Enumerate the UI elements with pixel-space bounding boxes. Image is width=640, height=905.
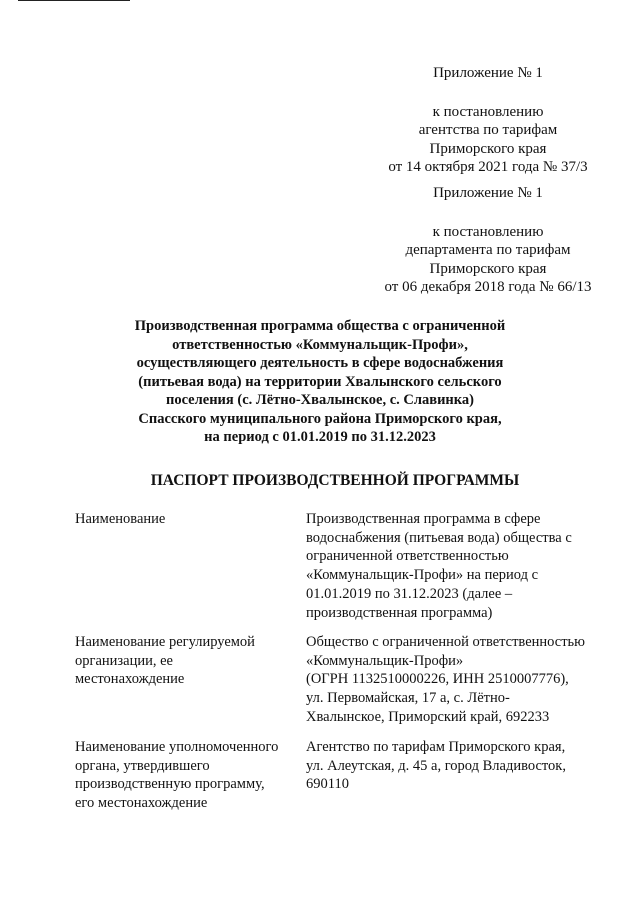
appendix-number: Приложение № 1 (433, 185, 543, 201)
value-line: водоснабжения (питьевая вода) общества с (306, 529, 572, 546)
row-value (306, 510, 606, 622)
label-line: производственную программу, (75, 776, 265, 793)
title-line: поселения (с. Лётно-Хвалынское, с. Славинка) (165, 392, 475, 408)
value-line: «Коммунальщик-Профи» на период с (306, 567, 539, 584)
appendix-block-agency (368, 64, 608, 177)
appendix-line: к постановлению (432, 223, 544, 240)
label-line: органа, утвердившего (75, 757, 210, 774)
appendix-line: агентства по тарифам (418, 122, 558, 138)
row-label (75, 633, 305, 689)
appendix-block-department (362, 184, 614, 297)
title-line: (питьевая вода) на территории Хвалынского сельского (138, 373, 502, 390)
appendix-line: от 06 декабря 2018 года № 66/13 (384, 279, 592, 295)
label-line: его местонахождение (75, 795, 208, 812)
value-line: производственная программа) (306, 604, 493, 621)
row-label (75, 738, 305, 813)
passport-heading: ПАСПОРТ ПРОИЗВОДСТВЕННОЙ ПРОГРАММЫ (150, 472, 520, 489)
scan-edge-line (18, 0, 130, 1)
appendix-line: Приморского края (429, 140, 547, 157)
row-value (306, 738, 606, 794)
label-line: Наименование (75, 511, 166, 527)
label-line: местонахождение (75, 671, 185, 688)
label-line: Наименование регулируемой (75, 634, 255, 650)
appendix-line: Приморского края (429, 260, 547, 277)
appendix-line: к постановлению (432, 103, 544, 120)
value-line: «Коммунальщик-Профи» (306, 652, 464, 669)
value-line: ул. Алеутская, д. 45 а, город Владивосток, (306, 757, 566, 774)
title-line: Производственная программа общества с ограниченной (134, 318, 506, 334)
value-line: ограниченной ответственностью (306, 548, 509, 565)
title-line: на период с 01.01.2019 по 31.12.2023 (204, 429, 436, 445)
row-label (75, 510, 305, 529)
title-line: ответственностью «Коммунальщик-Профи», (172, 336, 468, 353)
value-line: 01.01.2019 по 31.12.2023 (далее – (306, 585, 513, 602)
label-line: организации, ее (75, 652, 173, 669)
title-line: осуществляющего деятельность в сфере водоснабжения (136, 355, 504, 371)
value-line: Агентство по тарифам Приморского края, (306, 739, 566, 755)
row-value (306, 633, 606, 727)
value-line: Общество с ограниченной ответственностью (306, 634, 585, 650)
value-line: Производственная программа в сфере (306, 511, 541, 527)
value-line: Хвалынское, Приморский край, 692233 (306, 708, 550, 725)
appendix-line: департамента по тарифам (405, 242, 571, 258)
value-line: ул. Первомайская, 17 а, с. Лётно- (306, 690, 510, 707)
label-line: Наименование уполномоченного (75, 739, 279, 755)
value-line: 690110 (306, 776, 349, 793)
appendix-line: от 14 октября 2021 года № 37/3 (388, 159, 588, 175)
appendix-number: Приложение № 1 (433, 65, 543, 81)
title-line: Спасского муниципального района Приморского края, (138, 410, 502, 427)
program-title (120, 317, 520, 447)
value-line: (ОГРН 1132510000226, ИНН 2510007776), (306, 671, 569, 688)
